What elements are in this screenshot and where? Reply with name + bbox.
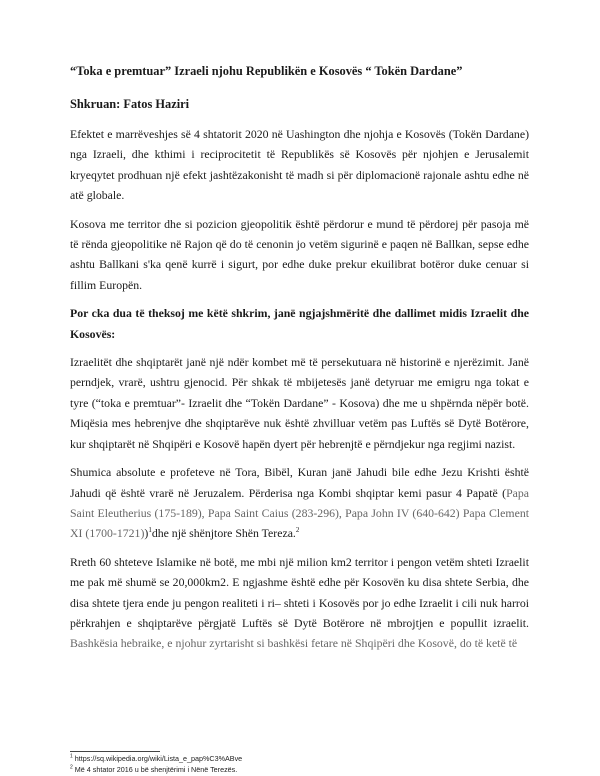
footnote-1-link[interactable]: https://sq.wikipedia.org/wiki/Lista_e_pap%C3%ABve — [72, 754, 243, 763]
footnote-1 — [70, 754, 242, 763]
popes-list: Papa Saint Eleutherius (175-189), Papa Saint Caius (283-296), Papa John IV (640-642) Papa Clement XI (1700-1721) — [70, 485, 529, 541]
paragraph-4: Shumica absolute e profeteve në Tora, Bibël, Kuran janë Jahudi bile edhe Jezu Krishti është Jahudi që është vrarë në Jeruzalem. Përderisa nga Kombi shqiptar kemi pasur 4 Papatë (Papa Saint Eleutherius (175-189), Papa Saint Caius (283-296), Papa John IV (640-642) Papa Clement XI (1700-1721))$^1$dhe një shënjtore Shën Tereza.$^2$ — [70, 465, 529, 541]
footnote-2-number: 2 — [70, 764, 73, 771]
footnote-divider — [70, 751, 160, 752]
document-page — [70, 62, 529, 662]
footnote-1-number: 1 — [70, 753, 73, 760]
paragraph-4-text-a: Shumica absolute e profeteve në Tora, Bibël, Kuran janë Jahudi bile edhe Jezu Krishti është Jahudi që është vrarë në Jeruzalem. Përderisa nga Kombi shqiptar kemi pasur 4 Papatë ( — [70, 465, 529, 500]
footnote-2-text: Më 4 shtator 2016 u bë shenjtërimi i Nënë Terezës. — [72, 765, 238, 774]
footnote-2 — [70, 765, 237, 774]
article-title: “Toka e premtuar” Izraeli njohu Republikën e Kosovës “ Tokën Dardane” — [70, 64, 463, 78]
footnote-ref-1[interactable]: 1 — [148, 526, 152, 535]
paragraph-3: Izraelitët dhe shqiptarët janë një ndër kombet më të persekutuara në historinë e njerëzimit. Janë perndjek, vrarë, ushtru gjenocid. Për shkak të mbijetesës janë detyruar me emigru nga tokat e tyre (“toka e premtuar”- Izraelit dhe “Tokën Dardane” - Kosova) dhe me u shpërnda nëpër botë. Miqësia mes hebrenjve dhe shqiptarëve nuk është zhvilluar vetëm pas Luftës së Dytë Botërore, kur shqiptarët në Shqipëri e Kosovë hapën dyert për hebrenjtë e përndjekur nga regjimi nazist. — [70, 355, 529, 451]
footnote-ref-2[interactable]: 2 — [295, 526, 300, 535]
paragraph-5-text-a: Rreth 60 shteteve Islamike në botë, me mbi një milion km2 territor i pengon vetëm shteti Izraelit me pak më shumë se 20,000km2. E ngjashme është edhe për Kosovën ku disa shtete Serbia, dhe disa shtete tjera ende ju pengon realiteti i ri– shteti i Kosovës por jo edhe Izraelit i cili nuk harroi përkrahjen e shqiptarëve përgjatë Luftës së Dytë Botërore në mbrojtjen e popullit izraelit. — [70, 554, 529, 630]
article-author: Shkruan: Fatos Haziri — [70, 97, 190, 111]
paragraph-4-text-b: dhe një shënjtore Shën Tereza. — [151, 526, 296, 541]
section-heading: Por cka dua të theksoj me këtë shkrim, janë ngjajshmëritë dhe dallimet midis Izraelit dhe Kosovës: — [70, 306, 529, 341]
paragraph-5 — [70, 552, 529, 654]
paragraph-1: Efektet e marrëveshjes së 4 shtatorit 2020 në Uashington dhe njohja e Kosovës (Tokën Dardane) nga Izraeli, dhe kthimi i reciprocitetit të Republikës së Kosovës për njohjen e Jerusalemit kryeqytet prodhuan një efekt jashtëzakonisht të madh si për diplomacionë rajonale ashtu edhe në atë globale. — [70, 127, 529, 203]
paragraph-2: Kosova me territor dhe si pozicion gjeopolitik është përdorur e mund të përdorej për pasoja më të rënda gjeopolitike në Rajon që do të cenonin jo vetëm sigurinë e paqen në Ballkan, sepse edhe ashtu Ballkani s'ka qenë kurrë i sigurt, por edhe duke prekur ekuilibrat botëror duke cenuar si fillim Europën. — [70, 216, 529, 292]
paragraph-5-text-gray: Bashkësia hebraike, e njohur zyrtarisht si bashkësi fetare në Shqipëri dhe Kosovë, do të ketë të — [70, 636, 518, 651]
